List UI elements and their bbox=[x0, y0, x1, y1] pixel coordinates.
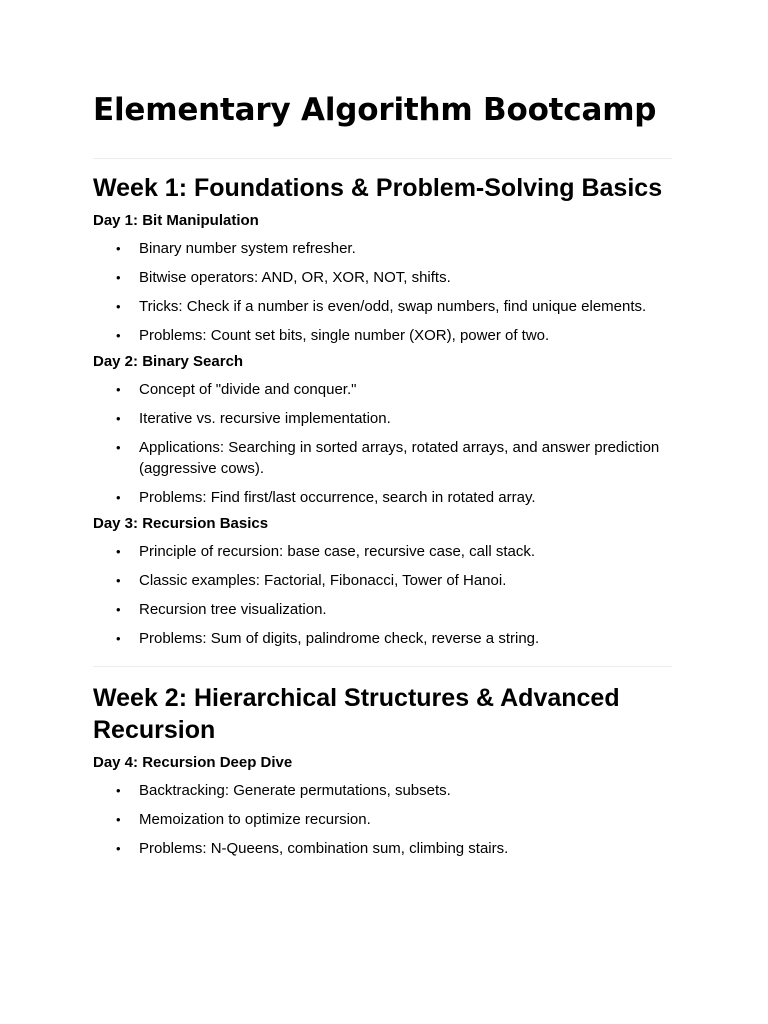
bullet-dot-icon: • bbox=[116, 327, 121, 343]
list-item bbox=[93, 296, 672, 317]
bullet-dot-icon: • bbox=[116, 543, 121, 559]
week-section-1 bbox=[93, 172, 672, 649]
topic-list bbox=[93, 780, 672, 859]
list-item bbox=[93, 487, 672, 508]
topic-list bbox=[93, 238, 672, 346]
list-item bbox=[93, 780, 672, 801]
bullet-dot-icon: • bbox=[116, 811, 121, 827]
document-title: Elementary Algorithm Bootcamp bbox=[93, 92, 657, 128]
section-divider bbox=[93, 158, 672, 159]
section-divider bbox=[93, 666, 672, 667]
bullet-dot-icon: • bbox=[116, 489, 121, 505]
bullet-dot-icon: • bbox=[116, 630, 121, 646]
list-item-text: Classic examples: Factorial, Fibonacci, Tower of Hanoi. bbox=[139, 571, 507, 589]
topic-list bbox=[93, 379, 672, 508]
list-item bbox=[93, 267, 672, 288]
list-item-text: Problems: Count set bits, single number (XOR), power of two. bbox=[139, 326, 550, 344]
bullet-dot-icon: • bbox=[116, 410, 121, 426]
list-item bbox=[93, 437, 672, 479]
week-heading: Week 2: Hierarchical Structures & Advanced Recursion bbox=[93, 683, 620, 744]
list-item-text: Applications: Searching in sorted arrays, rotated arrays, and answer prediction (aggressive cows). bbox=[139, 438, 660, 477]
list-item-text: Tricks: Check if a number is even/odd, swap numbers, find unique elements. bbox=[139, 297, 647, 315]
list-item-text: Backtracking: Generate permutations, subsets. bbox=[139, 781, 451, 799]
bullet-dot-icon: • bbox=[116, 782, 121, 798]
day-heading: Day 4: Recursion Deep Dive bbox=[93, 753, 293, 771]
list-item bbox=[93, 541, 672, 562]
bullet-dot-icon: • bbox=[116, 439, 121, 455]
list-item bbox=[93, 238, 672, 259]
bullet-dot-icon: • bbox=[116, 601, 121, 617]
day-heading: Day 3: Recursion Basics bbox=[93, 514, 269, 532]
list-item-text: Bitwise operators: AND, OR, XOR, NOT, shifts. bbox=[139, 268, 451, 286]
list-item-text: Problems: Find first/last occurrence, search in rotated array. bbox=[139, 488, 536, 506]
day-heading: Day 1: Bit Manipulation bbox=[93, 211, 259, 229]
list-item bbox=[93, 325, 672, 346]
day-heading: Day 2: Binary Search bbox=[93, 352, 244, 370]
list-item-text: Recursion tree visualization. bbox=[139, 600, 327, 618]
list-item bbox=[93, 838, 672, 859]
bullet-dot-icon: • bbox=[116, 840, 121, 856]
list-item-text: Memoization to optimize recursion. bbox=[139, 810, 371, 828]
bullet-dot-icon: • bbox=[116, 381, 121, 397]
list-item-text: Problems: N-Queens, combination sum, climbing stairs. bbox=[139, 839, 509, 857]
bullet-dot-icon: • bbox=[116, 240, 121, 256]
bullet-dot-icon: • bbox=[116, 298, 121, 314]
bullet-dot-icon: • bbox=[116, 572, 121, 588]
list-item bbox=[93, 599, 672, 620]
week-heading: Week 1: Foundations & Problem-Solving Basics bbox=[93, 174, 663, 202]
bullet-dot-icon: • bbox=[116, 269, 121, 285]
list-item-text: Concept of "divide and conquer." bbox=[139, 380, 357, 398]
week-section-2 bbox=[93, 682, 672, 859]
list-item-text: Principle of recursion: base case, recursive case, call stack. bbox=[139, 542, 535, 560]
list-item-text: Binary number system refresher. bbox=[139, 239, 356, 257]
list-item-text: Problems: Sum of digits, palindrome check, reverse a string. bbox=[139, 629, 540, 647]
list-item bbox=[93, 809, 672, 830]
list-item-text: Iterative vs. recursive implementation. bbox=[139, 409, 391, 427]
list-item bbox=[93, 570, 672, 591]
list-item bbox=[93, 628, 672, 649]
topic-list bbox=[93, 541, 672, 649]
list-item bbox=[93, 408, 672, 429]
list-item bbox=[93, 379, 672, 400]
